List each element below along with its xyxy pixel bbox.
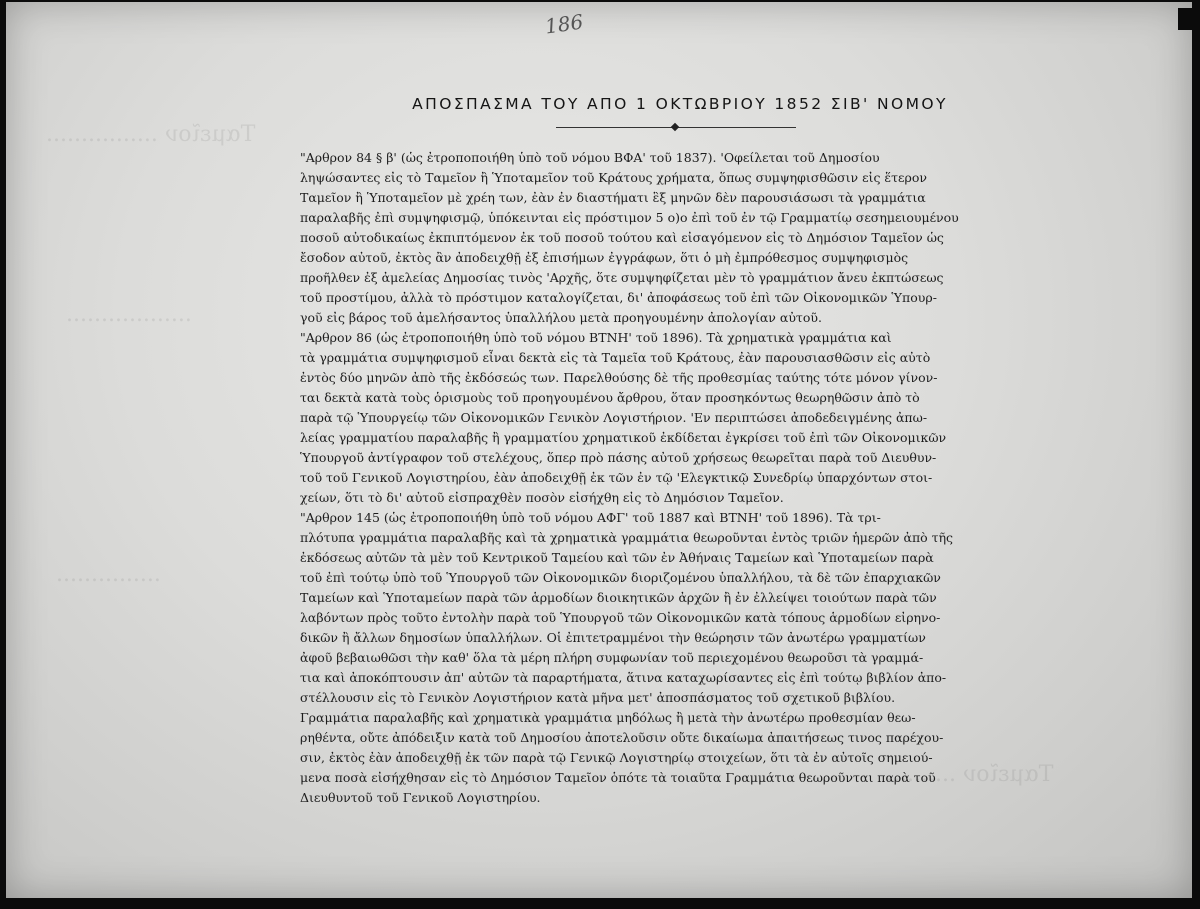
- text-line: τὰ γραμμάτια συμψηφισμοῦ εἶναι δεκτὰ εἰς τὰ Ταμεῖα τοῦ Κράτους, ἐὰν παρουσιασθῶσιν εἰς αὐτὸ: [300, 350, 931, 365]
- text-line: στέλλουσιν εἰς τὸ Γενικὸν Λογιστήριον κατὰ μῆνα μετ' ἀποσπάσματος τοῦ σχετικοῦ βιβλίου.: [300, 690, 896, 705]
- text-line: ποσοῦ αὐτοδικαίως ἐκπιπτόμενον ἐκ τοῦ ποσοῦ τούτου καὶ εἰσαγόμενον εἰς τὸ Δημόσιον Ταμεῖον ὡς: [300, 230, 944, 245]
- text-line: ἔσοδον αὐτοῦ, ἐκτὸς ἂν ἀποδειχθῇ ἐξ ἐπισήμων ἐγγράφων, ὅτι ὁ μὴ ἐμπρόθεσμος συμψηφισμὸς: [300, 250, 909, 265]
- text-line: Διευθυντοῦ τοῦ Γενικοῦ Λογιστηρίου.: [300, 790, 541, 805]
- text-line: τοῦ προστίμου, ἀλλὰ τὸ πρόστιμον καταλογίζεται, δι' ἀποφάσεως τοῦ ἐπὶ τῶν Οἰκονομικῶν Ὑπουρ-: [300, 290, 937, 305]
- show-through-text: ...............: [56, 562, 161, 587]
- text-line: "Αρθρον 145 (ὡς ἐτροποποιήθη ὑπὸ τοῦ νόμου ΑΦΓ' τοῦ 1887 καὶ ΒΤΝΗ' τοῦ 1896). Τὰ τρι-: [300, 510, 881, 525]
- text-line: δικῶν ἢ ἄλλων δημοσίων ὑπαλλήλων. Οἱ ἐπιτετραμμένοι τὴν θεώρησιν τῶν ἀνωτέρω γραμματίων: [300, 630, 926, 645]
- text-line: χείων, ὅτι τὸ δι' αὐτοῦ εἰσπραχθὲν ποσὸν εἰσήχθη εἰς τὸ Δημόσιον Ταμεῖον.: [300, 490, 784, 505]
- text-line: σιν, ἐκτὸς ἐὰν ἀποδειχθῇ ἐκ τῶν παρὰ τῷ Γενικῷ Λογιστηρίῳ στοιχείων, ὅτι τὰ ἐν αὐτοῖς σημειού-: [300, 750, 933, 765]
- text-line: Ὑπουργοῦ ἀντίγραφον τοῦ στελέχους, ὅπερ πρὸ πάσης αὐτοῦ χρήσεως θεωρεῖται παρὰ τοῦ Διευθυν-: [300, 450, 937, 465]
- text-line: μενα ποσὰ εἰσήχθησαν εἰς τὸ Δημόσιον Ταμεῖον ὁπότε τὰ τοιαῦτα Γραμμάτια θεωροῦνται παρὰ τοῦ: [300, 770, 936, 785]
- text-line: γοῦ εἰς βάρος τοῦ ἀμελήσαντος ὑπαλλήλου μετὰ προηγουμένην ἀπολογίαν αὐτοῦ.: [300, 310, 822, 325]
- text-line: παρὰ τῷ Ὑπουργείῳ τῶν Οἰκονομικῶν Γενικὸν Λογιστήριον. 'Εν περιπτώσει ἀποδεδειγμένης ἀπω-: [300, 410, 928, 425]
- show-through-text: Ταμεῖον ................: [46, 122, 256, 147]
- text-line: προῆλθεν ἐξ ἀμελείας Δημοσίας τινὸς 'Αρχῆς, ὅτε συμψηφίζεται μὲν τὸ γραμμάτιον ἄνευ ἐκπτώσεως: [300, 270, 944, 285]
- text-line: ρηθέντα, οὔτε ἀπόδειξιν κατὰ τοῦ Δημοσίου ἀποτελοῦσιν οὔτε δικαίωμα ἀπαιτήσεως τινος παρέχου-: [300, 730, 944, 745]
- text-line: λαβόντων πρὸς τοῦτο ἐντολὴν παρὰ τοῦ Ὑπουργοῦ τῶν Οἰκονομικῶν κατὰ τόπους ἁρμοδίων εἰρηνο-: [300, 610, 941, 625]
- text-line: Ταμεῖον ἢ Ὑποταμεῖον μὲ χρέη των, ἐὰν ἐν διαστήματι ἓξ μηνῶν δὲν παρουσιάσωσι τὰ γραμμάτια: [300, 190, 926, 205]
- text-line: τοῦ τοῦ Γενικοῦ Λογιστηρίου, ἐὰν ἀποδειχθῇ ἐκ τῶν ἐν τῷ 'Ελεγκτικῷ Συνεδρίῳ ὑπαρχόντων στοι-: [300, 470, 933, 485]
- text-line: ληψώσαντες εἰς τὸ Ταμεῖον ἢ Ὑποταμεῖον τοῦ Κράτους χρήματα, ὅπως συμψηφισθῶσιν εἰς ἕτερον: [300, 170, 928, 185]
- text-line: ἐντὸς δύο μηνῶν ἀπὸ τῆς ἐκδόσεώς των. Παρελθούσης δὲ τῆς προθεσμίας ταύτης τότε μόνον γίνον-: [300, 370, 938, 385]
- text-line: λείας γραμματίου παραλαβῆς ἢ γραμματίου χρηματικοῦ ἐκδίδεται ἐγκρίσει τοῦ ἐπὶ τῶν Οἰκονομικῶν: [300, 430, 947, 445]
- text-line: ἀφοῦ βεβαιωθῶσι τὴν καθ' ὅλα τὰ μέρη πλήρη συμφωνίαν τοῦ περιεχομένου θεωροῦσι τὰ γραμμά-: [300, 650, 924, 665]
- text-line: "Αρθρον 86 (ὡς ἐτροποποιήθη ὑπὸ τοῦ νόμου ΒΤΝΗ' τοῦ 1896). Τὰ χρηματικὰ γραμμάτια καὶ: [300, 330, 892, 345]
- page-number-mark: 186: [543, 9, 585, 39]
- law-excerpt-body: [300, 148, 1030, 808]
- text-line: "Αρθρον 84 § β' (ὡς ἐτροποποιήθη ὑπὸ τοῦ νόμου ΒΦΑ' τοῦ 1837). 'Οφείλεται τοῦ Δημοσίου: [300, 150, 880, 165]
- text-line: τια καὶ ἀποκόπτουσιν ἀπ' αὐτῶν τὰ παραρτήματα, ἅτινα καταχωρίσαντες εἰς ἐπὶ τούτῳ βιβλίον ἀπο-: [300, 670, 947, 685]
- text-line: πλότυπα γραμμάτια παραλαβῆς καὶ τὰ χρηματικὰ γραμμάτια θεωροῦνται ἐντὸς τριῶν ἡμερῶν ἀπὸ τῆς: [300, 530, 954, 545]
- document-heading: ΑΠΟΣΠΑΣΜΑ ΤΟΥ ΑΠΟ 1 ΟΚΤΩΒΡΙΟΥ 1852 ΣΙΒ' ΝΟΜΟΥ: [412, 95, 948, 113]
- text-line: Γραμμάτια παραλαβῆς καὶ χρηματικὰ γραμμάτια μηδόλως ἢ μετὰ τὴν ἀνωτέρω προθεσμίαν θεω-: [300, 710, 916, 725]
- text-line: Ταμείων καὶ Ὑποταμείων παρὰ τῶν ἁρμοδίων διοικητικῶν ἀρχῶν ἢ ἐν ἐλλείψει τοιούτων παρὰ τῶν: [300, 590, 937, 605]
- text-line: παραλαβῆς ἐπὶ συμψηφισμῷ, ὑπόκεινται εἰς πρόστιμον 5 ο)ο ἐπὶ τοῦ ἐν τῷ Γραμματίῳ σεσημειουμένου: [300, 210, 959, 225]
- show-through-text: ..................: [66, 302, 192, 327]
- text-line: τοῦ ἐπὶ τούτῳ ὑπὸ τοῦ Ὑπουργοῦ τῶν Οἰκονομικῶν διοριζομένου ὑπαλλήλου, τὰ δὲ τῶν ἐπαρχιακῶν: [300, 570, 941, 585]
- text-line: ται δεκτὰ κατὰ τοὺς ὁρισμοὺς τοῦ προηγουμένου ἄρθρου, ὅταν προσηκόντως θεωρηθῶσιν ἀπὸ τὸ: [300, 390, 920, 405]
- show-through-text: Ταμεῖον ..........: [886, 762, 1054, 787]
- text-line: ἐκδόσεως αὐτῶν τὰ μὲν τοῦ Κεντρικοῦ Ταμείου καὶ τῶν ἐν Ἀθήναις Ταμείων καὶ Ὑποταμείων παρὰ: [300, 550, 934, 565]
- corner-clip: [1178, 8, 1192, 30]
